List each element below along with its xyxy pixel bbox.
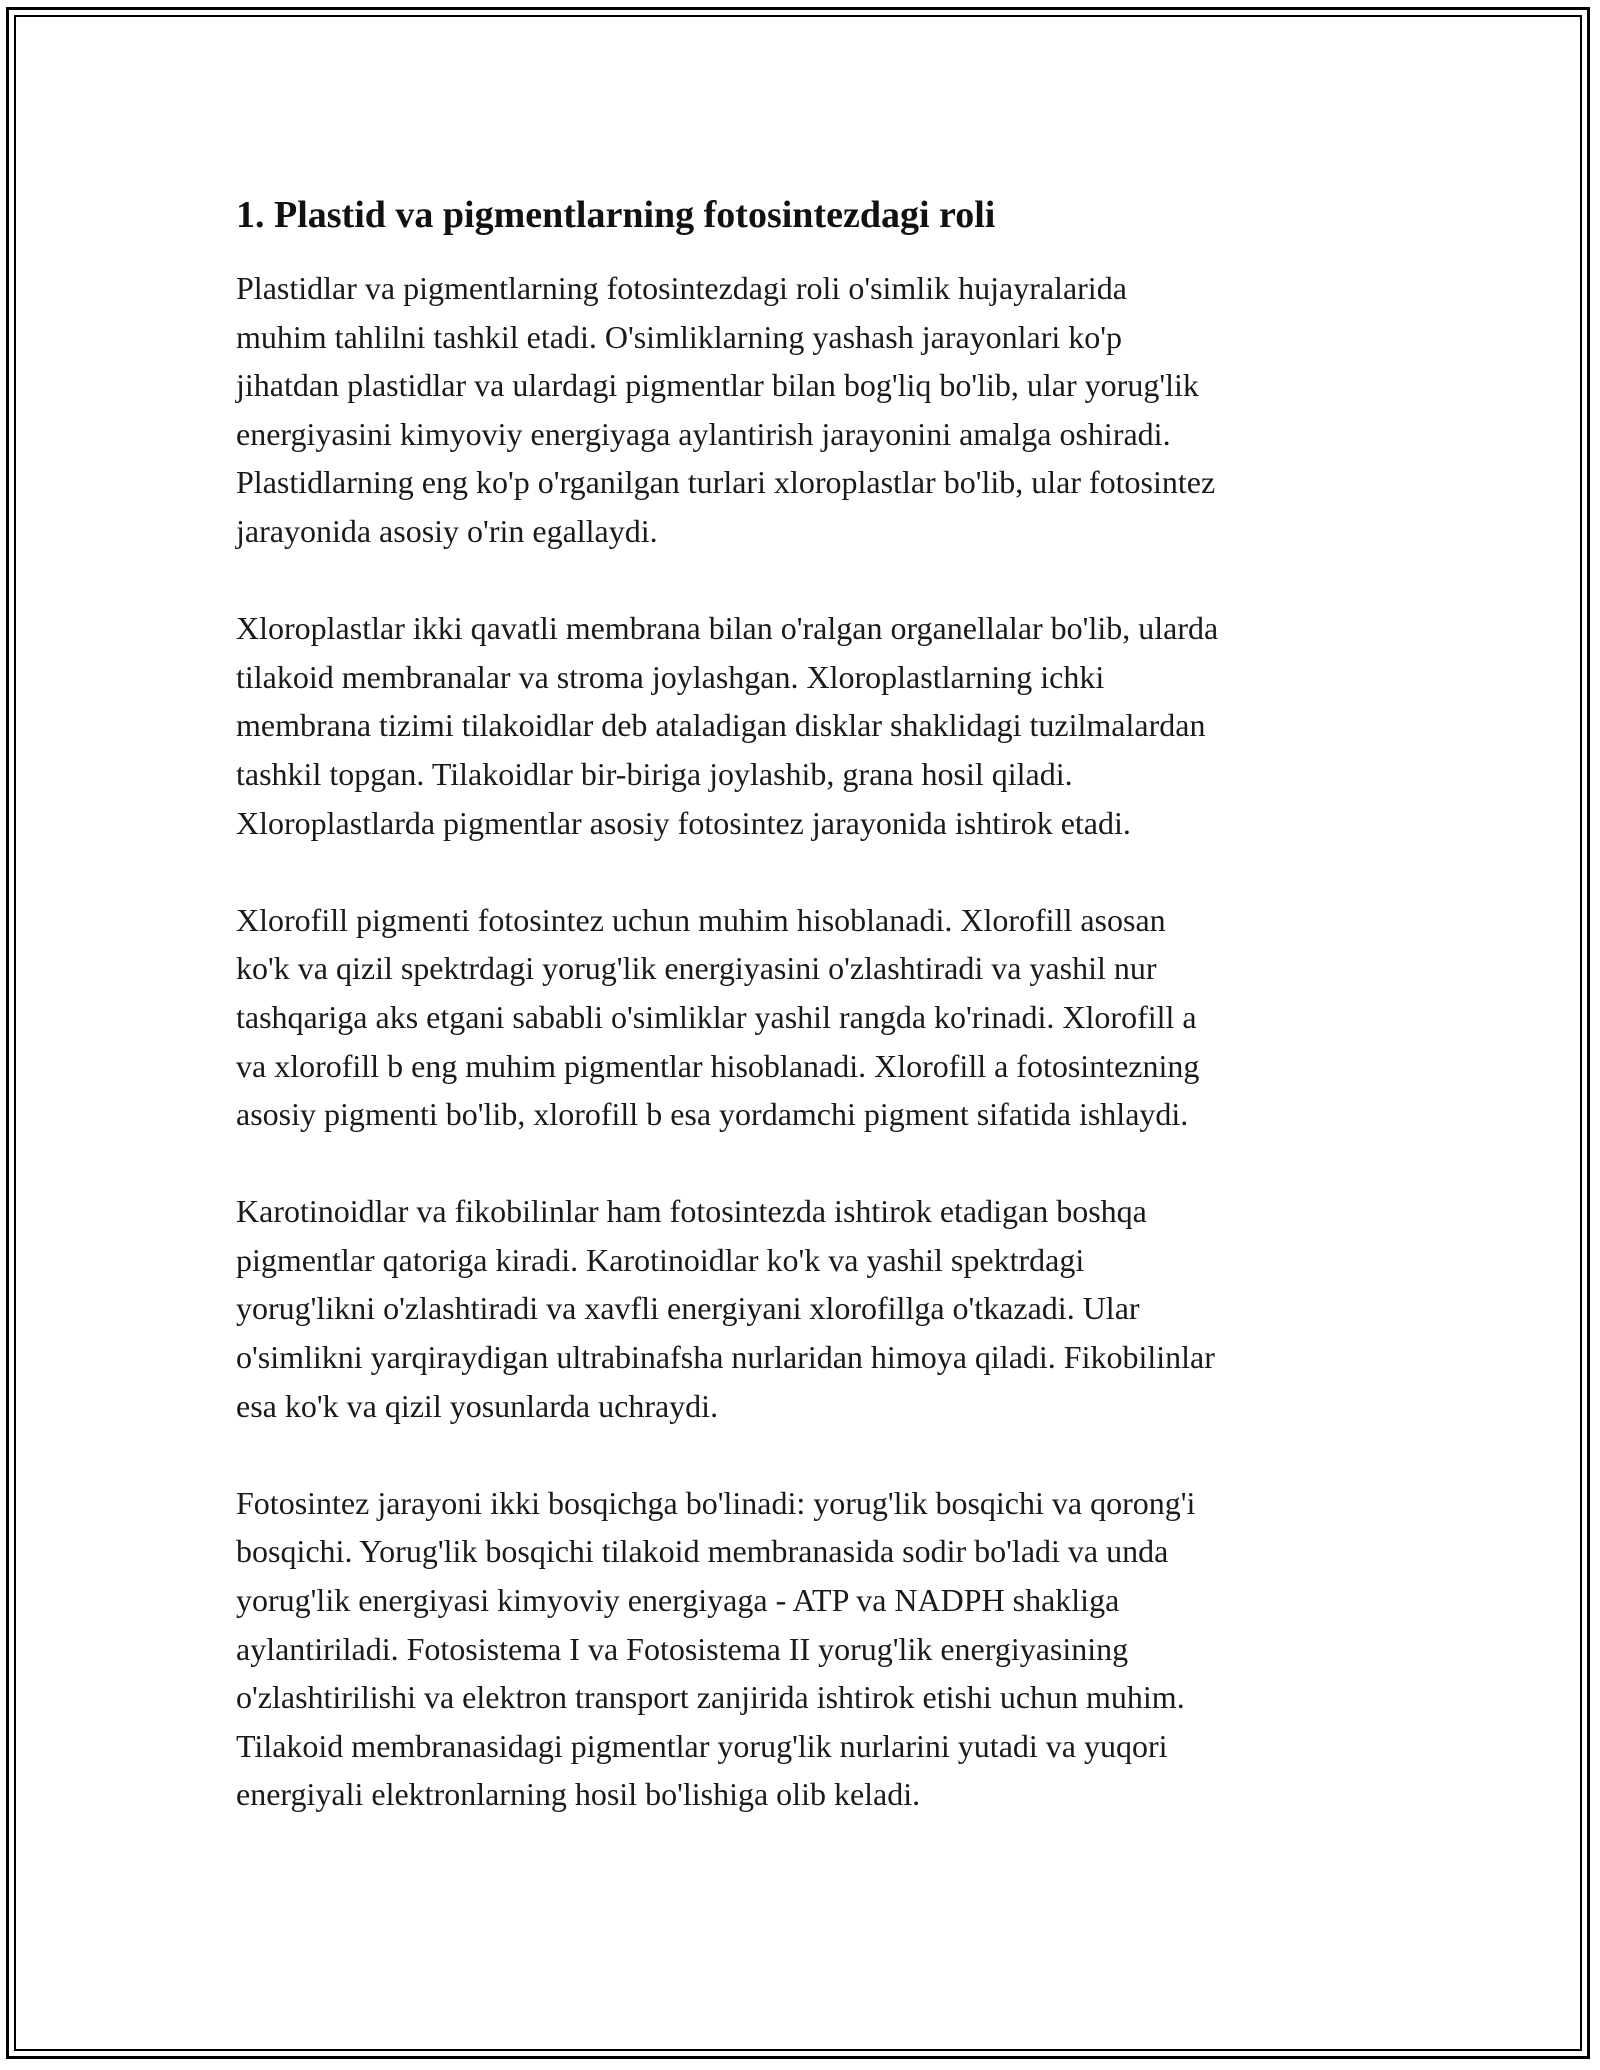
- paragraph-line: Fotosintez jarayoni ikki bosqichga bo'linadi: yorug'lik bosqichi va qorong'i: [236, 1484, 1196, 1521]
- paragraph-line: va xlorofill b eng muhim pigmentlar hisoblanadi. Xlorofill a fotosintezning: [236, 1047, 1200, 1084]
- paragraph-list: [236, 264, 1366, 1819]
- paragraph-line: Xloroplastlar ikki qavatli membrana bilan o'ralgan organellalar bo'lib, ularda: [236, 610, 1219, 647]
- paragraph-line: jarayonida asosiy o'rin egallaydi.: [236, 512, 658, 549]
- paragraph-line: Tilakoid membranasidagi pigmentlar yorug'lik nurlarini yutadi va yuqori: [236, 1727, 1168, 1764]
- paragraph-line: Karotinoidlar va fikobilinlar ham fotosintezda ishtirok etadigan boshqa: [236, 1193, 1147, 1230]
- paragraph-line: Xloroplastlarda pigmentlar asosiy fotosintez jarayonida ishtirok etadi.: [236, 804, 1131, 841]
- paragraph-line: aylantiriladi. Fotosistema I va Fotosistema II yorug'lik energiyasining: [236, 1630, 1129, 1667]
- paragraph-line: ko'k va qizil spektrdagi yorug'lik energiyasini o'zlashtiradi va yashil nur: [236, 950, 1157, 987]
- paragraph-line: o'simlikni yarqiraydigan ultrabinafsha nurlaridan himoya qiladi. Fikobilinlar: [236, 1339, 1215, 1376]
- paragraph-line: muhim tahlilni tashkil etadi. O'simliklarning yashash jarayonlari ko'p: [236, 318, 1123, 355]
- paragraph-line: jihatdan plastidlar va ulardagi pigmentlar bilan bog'liq bo'lib, ular yorug'lik: [236, 367, 1199, 404]
- paragraph-line: Xlorofill pigmenti fotosintez uchun muhim hisoblanadi. Xlorofill asosan: [236, 901, 1166, 938]
- paragraph-line: o'zlashtirilishi va elektron transport zanjirida ishtirok etishi uchun muhim.: [236, 1679, 1185, 1716]
- paragraph-line: tilakoid membranalar va stroma joylashgan. Xloroplastlarning ichki: [236, 658, 1105, 695]
- paragraph-line: asosiy pigmenti bo'lib, xlorofill b esa yordamchi pigment sifatida ishlaydi.: [236, 1096, 1189, 1133]
- paragraph-line: Plastidlarning eng ko'p o'rganilgan turlari xloroplastlar bo'lib, ular fotosintez: [236, 464, 1216, 501]
- paragraph-line: yorug'lik energiyasi kimyoviy energiyaga - ATP va NADPH shakliga: [236, 1582, 1120, 1619]
- page-title: 1. Plastid va pigmentlarning fotosintezdagi roli: [236, 194, 996, 236]
- paragraph: [236, 1187, 1366, 1430]
- paragraph: [236, 264, 1366, 556]
- paragraph-line: pigmentlar qatoriga kiradi. Karotinoidlar ko'k va yashil spektrdagi: [236, 1241, 1085, 1278]
- paragraph-line: esa ko'k va qizil yosunlarda uchraydi.: [236, 1387, 719, 1424]
- paragraph-line: tashqariga aks etgani sababli o'simliklar yashil rangda ko'rinadi. Xlorofill a: [236, 998, 1197, 1035]
- paragraph: [236, 604, 1366, 847]
- paragraph: [236, 896, 1366, 1139]
- document-body: [236, 192, 1366, 1868]
- paragraph-line: bosqichi. Yorug'lik bosqichi tilakoid membranasida sodir bo'ladi va unda: [236, 1533, 1169, 1570]
- paragraph-line: membrana tizimi tilakoidlar deb ataladigan disklar shaklidagi tuzilmalardan: [236, 707, 1206, 744]
- paragraph-line: energiyasini kimyoviy energiyaga aylantirish jarayonini amalga oshiradi.: [236, 415, 1171, 452]
- paragraph-line: tashkil topgan. Tilakoidlar bir-biriga joylashib, grana hosil qiladi.: [236, 755, 1073, 792]
- paragraph-line: energiyali elektronlarning hosil bo'lishiga olib keladi.: [236, 1776, 921, 1813]
- paragraph: [236, 1479, 1366, 1819]
- paragraph-line: yorug'likni o'zlashtiradi va xavfli energiyani xlorofillga o'tkazadi. Ular: [236, 1290, 1140, 1327]
- paragraph-line: Plastidlar va pigmentlarning fotosintezdagi roli o'simlik hujayralarida: [236, 270, 1127, 306]
